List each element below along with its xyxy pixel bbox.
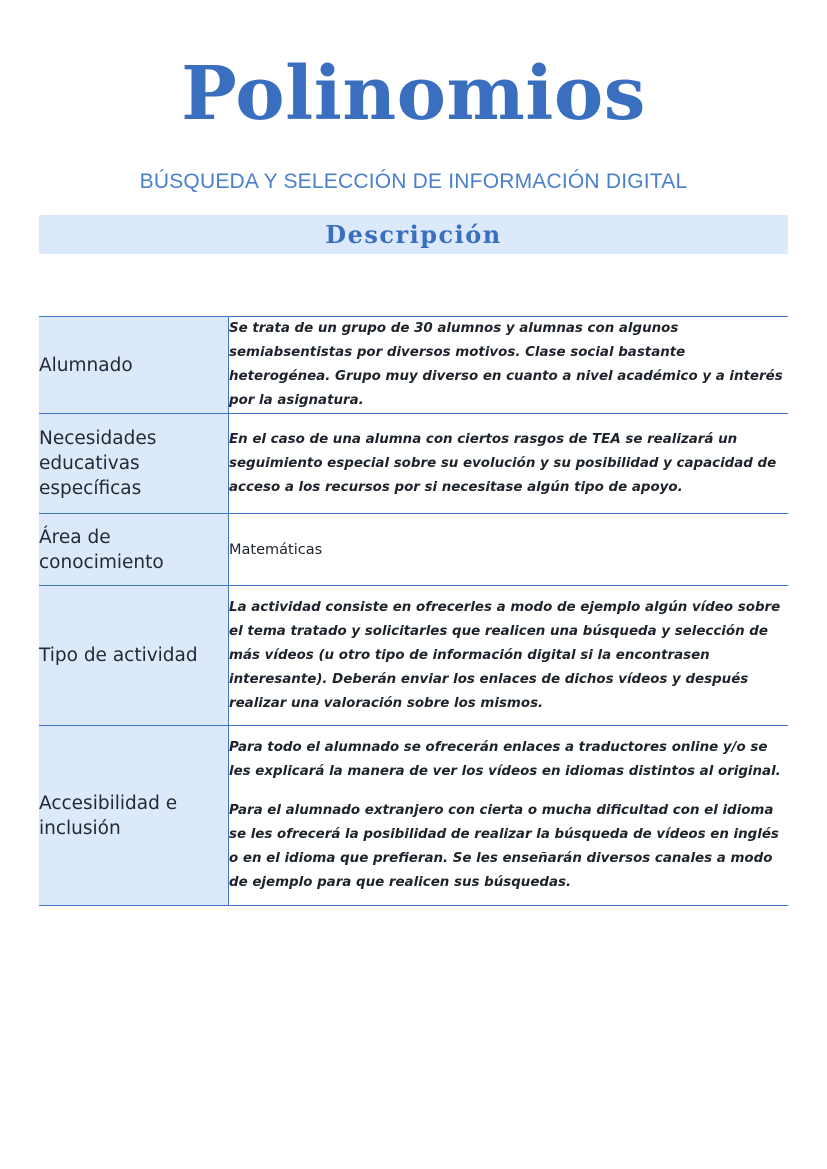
row-paragraph: Se trata de un grupo de 30 alumnos y alumnas con algunos semiabsentistas por diversos motivos. Clase social bastante heterogénea. Grupo muy diverso en cuanto a nivel académico y a interés por la asignatura. — [229, 321, 783, 408]
row-value-accesibilidad — [229, 726, 789, 906]
row-label-alumnado: Alumnado — [39, 317, 229, 414]
row-paragraph: La actividad consiste en ofrecerles a modo de ejemplo algún vídeo sobre el tema tratado y solicitarles que realicen una búsqueda y selección de más vídeos (u otro tipo de información digital si la encontrasen interesante). Deberán enviar los enlaces de dichos vídeos y después realizar una valoración sobre los mismos. — [229, 599, 781, 711]
row-value-necesidades — [229, 414, 789, 514]
table-row — [39, 514, 788, 586]
document-subtitle: BÚSQUEDA Y SELECCIÓN DE INFORMACIÓN DIGITAL — [139, 170, 688, 193]
section-heading: Descripción — [39, 215, 788, 254]
row-label-necesidades: Necesidades educativas específicas — [39, 414, 229, 514]
table-row — [39, 586, 788, 726]
row-value-area — [229, 514, 789, 586]
row-paragraph: Para el alumnado extranjero con cierta o mucha dificultad con el idioma se les ofrecerá la posibilidad de realizar la búsqueda de vídeos en inglés o en el idioma que prefieran. Se les enseñarán diversos canales a modo de ejemplo para que realicen sus búsquedas. — [229, 803, 779, 890]
table-row — [39, 414, 788, 514]
table-row — [39, 317, 788, 414]
row-value-alumnado — [229, 317, 789, 414]
row-label-tipo: Tipo de actividad — [39, 586, 229, 726]
row-paragraph: Para todo el alumnado se ofrecerán enlaces a traductores online y/o se les explicará la manera de ver los vídeos en idiomas distintos al original. — [229, 740, 781, 779]
row-label-accesibilidad: Accesibilidad e inclusión — [39, 726, 229, 906]
table-row — [39, 726, 788, 906]
row-label-area: Área de conocimiento — [39, 514, 229, 586]
row-paragraph: En el caso de una alumna con ciertos rasgos de TEA se realizará un seguimiento especial sobre su evolución y su posibilidad y capacidad de acceso a los recursos por si necesitase algún tipo de apoyo. — [229, 431, 777, 495]
row-paragraph: Matemáticas — [229, 541, 323, 558]
row-value-tipo — [229, 586, 789, 726]
description-table — [39, 316, 788, 906]
document-title: Polinomios — [181, 51, 646, 137]
